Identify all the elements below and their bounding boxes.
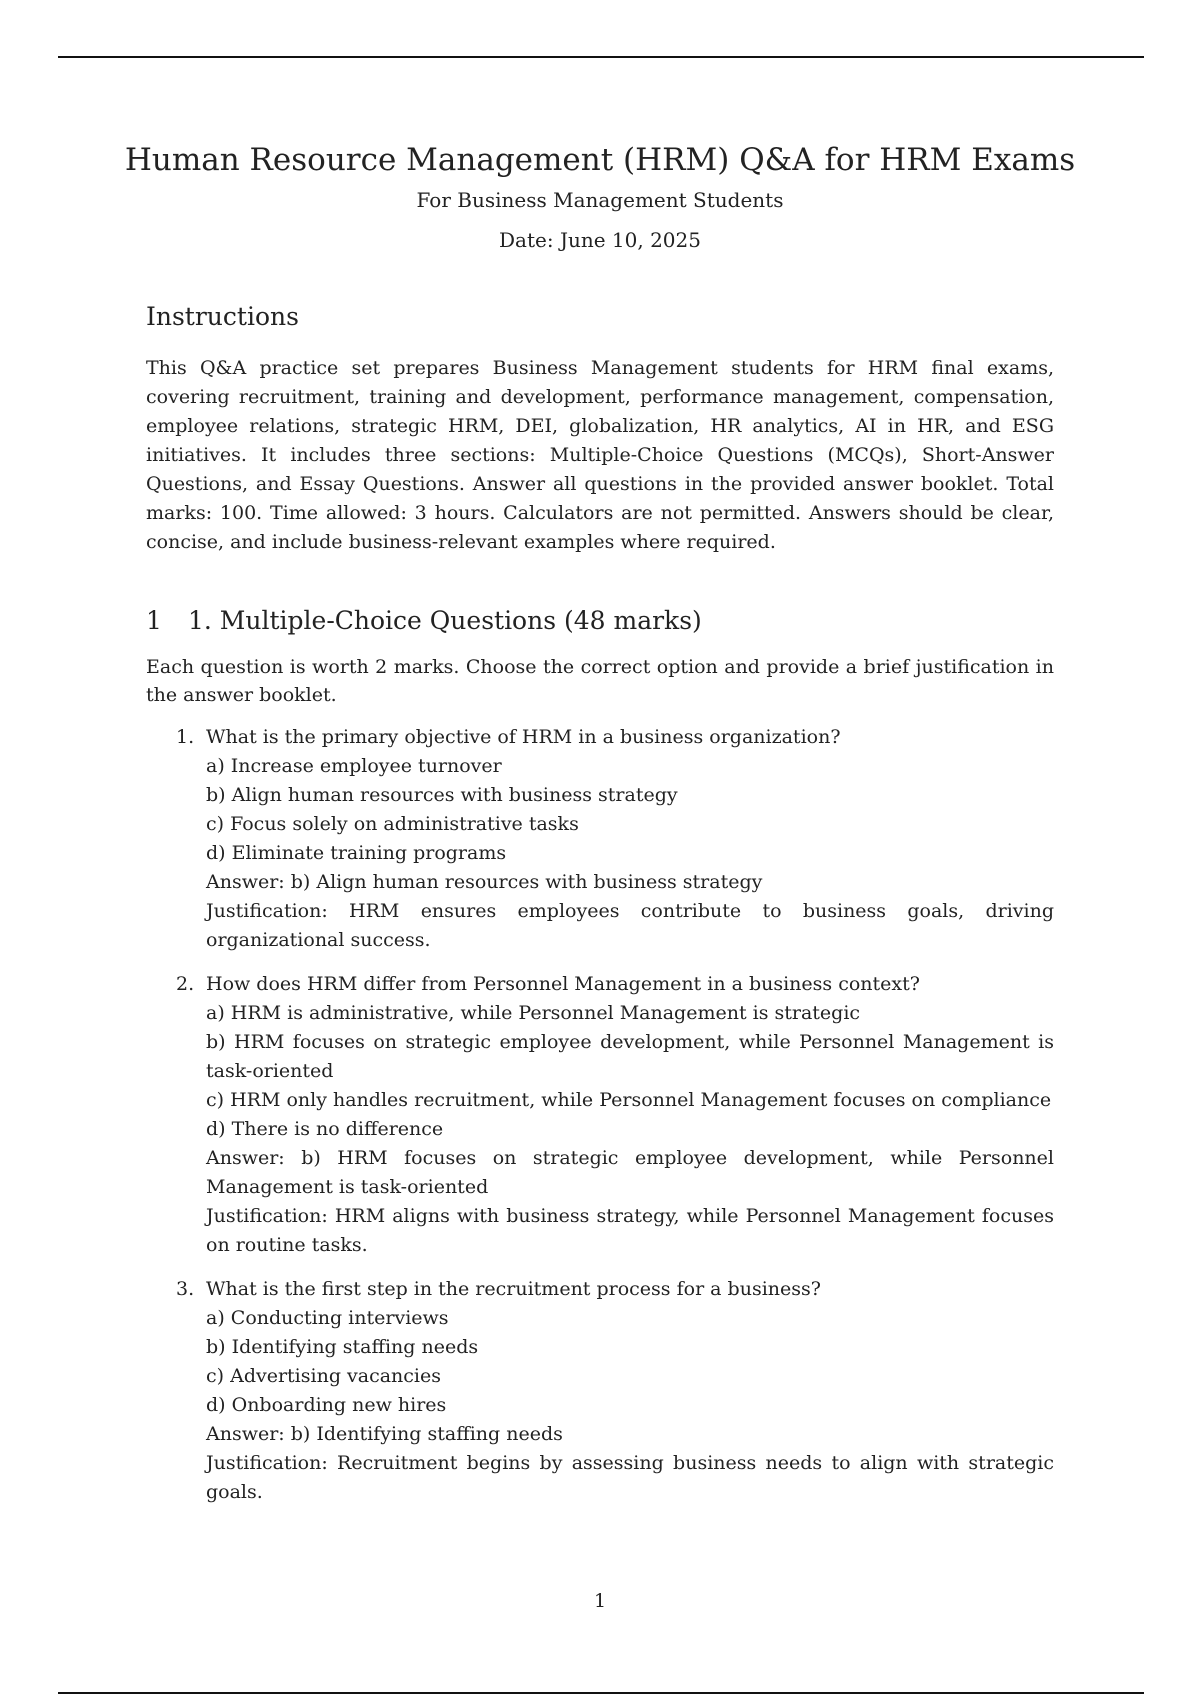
document-date: Date: June 10, 2025: [499, 228, 701, 252]
question-item: [146, 970, 1054, 1260]
instructions-text: This Q&A practice set prepares Business Management students for HRM final exams, covering recruitment, training and development, performance management, compensation, employee relations, strategic HRM, DEI, globalization, HR analytics, AI in HR, and ESG initiatives. It includes three sections: Multiple-Choice Questions (MCQs), Short-Answer Questions, and Essay Questions. Answer all questions in the provided answer booklet. Total marks: 100. Time allowed: 3 hours. Calculators are not permitted. Answers should be clear, concise, and include business-relevant examples where required.: [146, 357, 1054, 553]
question-item: [146, 723, 1054, 955]
question-item: [146, 1275, 1054, 1507]
bottom-rule: [58, 1692, 1144, 1694]
answer: Answer: b) HRM focuses on strategic employee development, while Personnel Management is task-oriented: [206, 1147, 1054, 1198]
answer: Answer: b) Identifying staffing needs: [206, 1423, 563, 1445]
question-number: 2.: [176, 973, 195, 995]
question-text: What is the first step in the recruitment process for a business?: [206, 1278, 821, 1300]
question-list: [146, 723, 1054, 1507]
option-d: d) Eliminate training programs: [206, 842, 507, 864]
option-d: d) There is no difference: [206, 1118, 444, 1140]
option-c: c) Focus solely on administrative tasks: [206, 813, 579, 835]
question-number: 3.: [176, 1278, 195, 1300]
option-a: a) Increase employee turnover: [206, 755, 502, 777]
justification: Justification: HRM ensures employees contribute to business goals, driving organizational success.: [206, 900, 1054, 951]
instructions-heading: Instructions: [146, 302, 299, 331]
option-b: b) Align human resources with business strategy: [206, 784, 678, 806]
answer: Answer: b) Align human resources with business strategy: [206, 871, 763, 893]
option-d: d) Onboarding new hires: [206, 1394, 447, 1416]
top-rule: [58, 56, 1144, 58]
document-header: [0, 138, 1200, 254]
section-intro: Each question is worth 2 marks. Choose the correct option and provide a brief justification in the answer booklet.: [146, 656, 1054, 706]
option-b: b) Identifying staffing needs: [206, 1336, 479, 1358]
question-text: How does HRM differ from Personnel Management in a business context?: [206, 973, 920, 995]
document-body: [146, 300, 1054, 1522]
section-title: 1. Multiple-Choice Questions (48 marks): [188, 606, 702, 635]
question-text: What is the primary objective of HRM in a business organization?: [206, 726, 841, 748]
option-c: c) HRM only handles recruitment, while Personnel Management focuses on compliance: [206, 1089, 1052, 1111]
justification: Justification: HRM aligns with business strategy, while Personnel Management focuses on routine tasks.: [206, 1205, 1054, 1256]
question-number: 1.: [176, 726, 195, 748]
document-subtitle: For Business Management Students: [416, 188, 784, 212]
option-b: b) HRM focuses on strategic employee development, while Personnel Management is task-oriented: [206, 1031, 1054, 1082]
section-1-heading: [146, 603, 1054, 639]
section-number: 1: [146, 606, 162, 635]
option-a: a) Conducting interviews: [206, 1307, 449, 1329]
option-c: c) Advertising vacancies: [206, 1365, 441, 1387]
option-a: a) HRM is administrative, while Personnel Management is strategic: [206, 1002, 861, 1024]
page-number: 1: [593, 1590, 607, 1612]
document-title: Human Resource Management (HRM) Q&A for HRM Exams: [124, 142, 1076, 178]
justification: Justification: Recruitment begins by assessing business needs to align with strategic goals.: [206, 1452, 1054, 1503]
